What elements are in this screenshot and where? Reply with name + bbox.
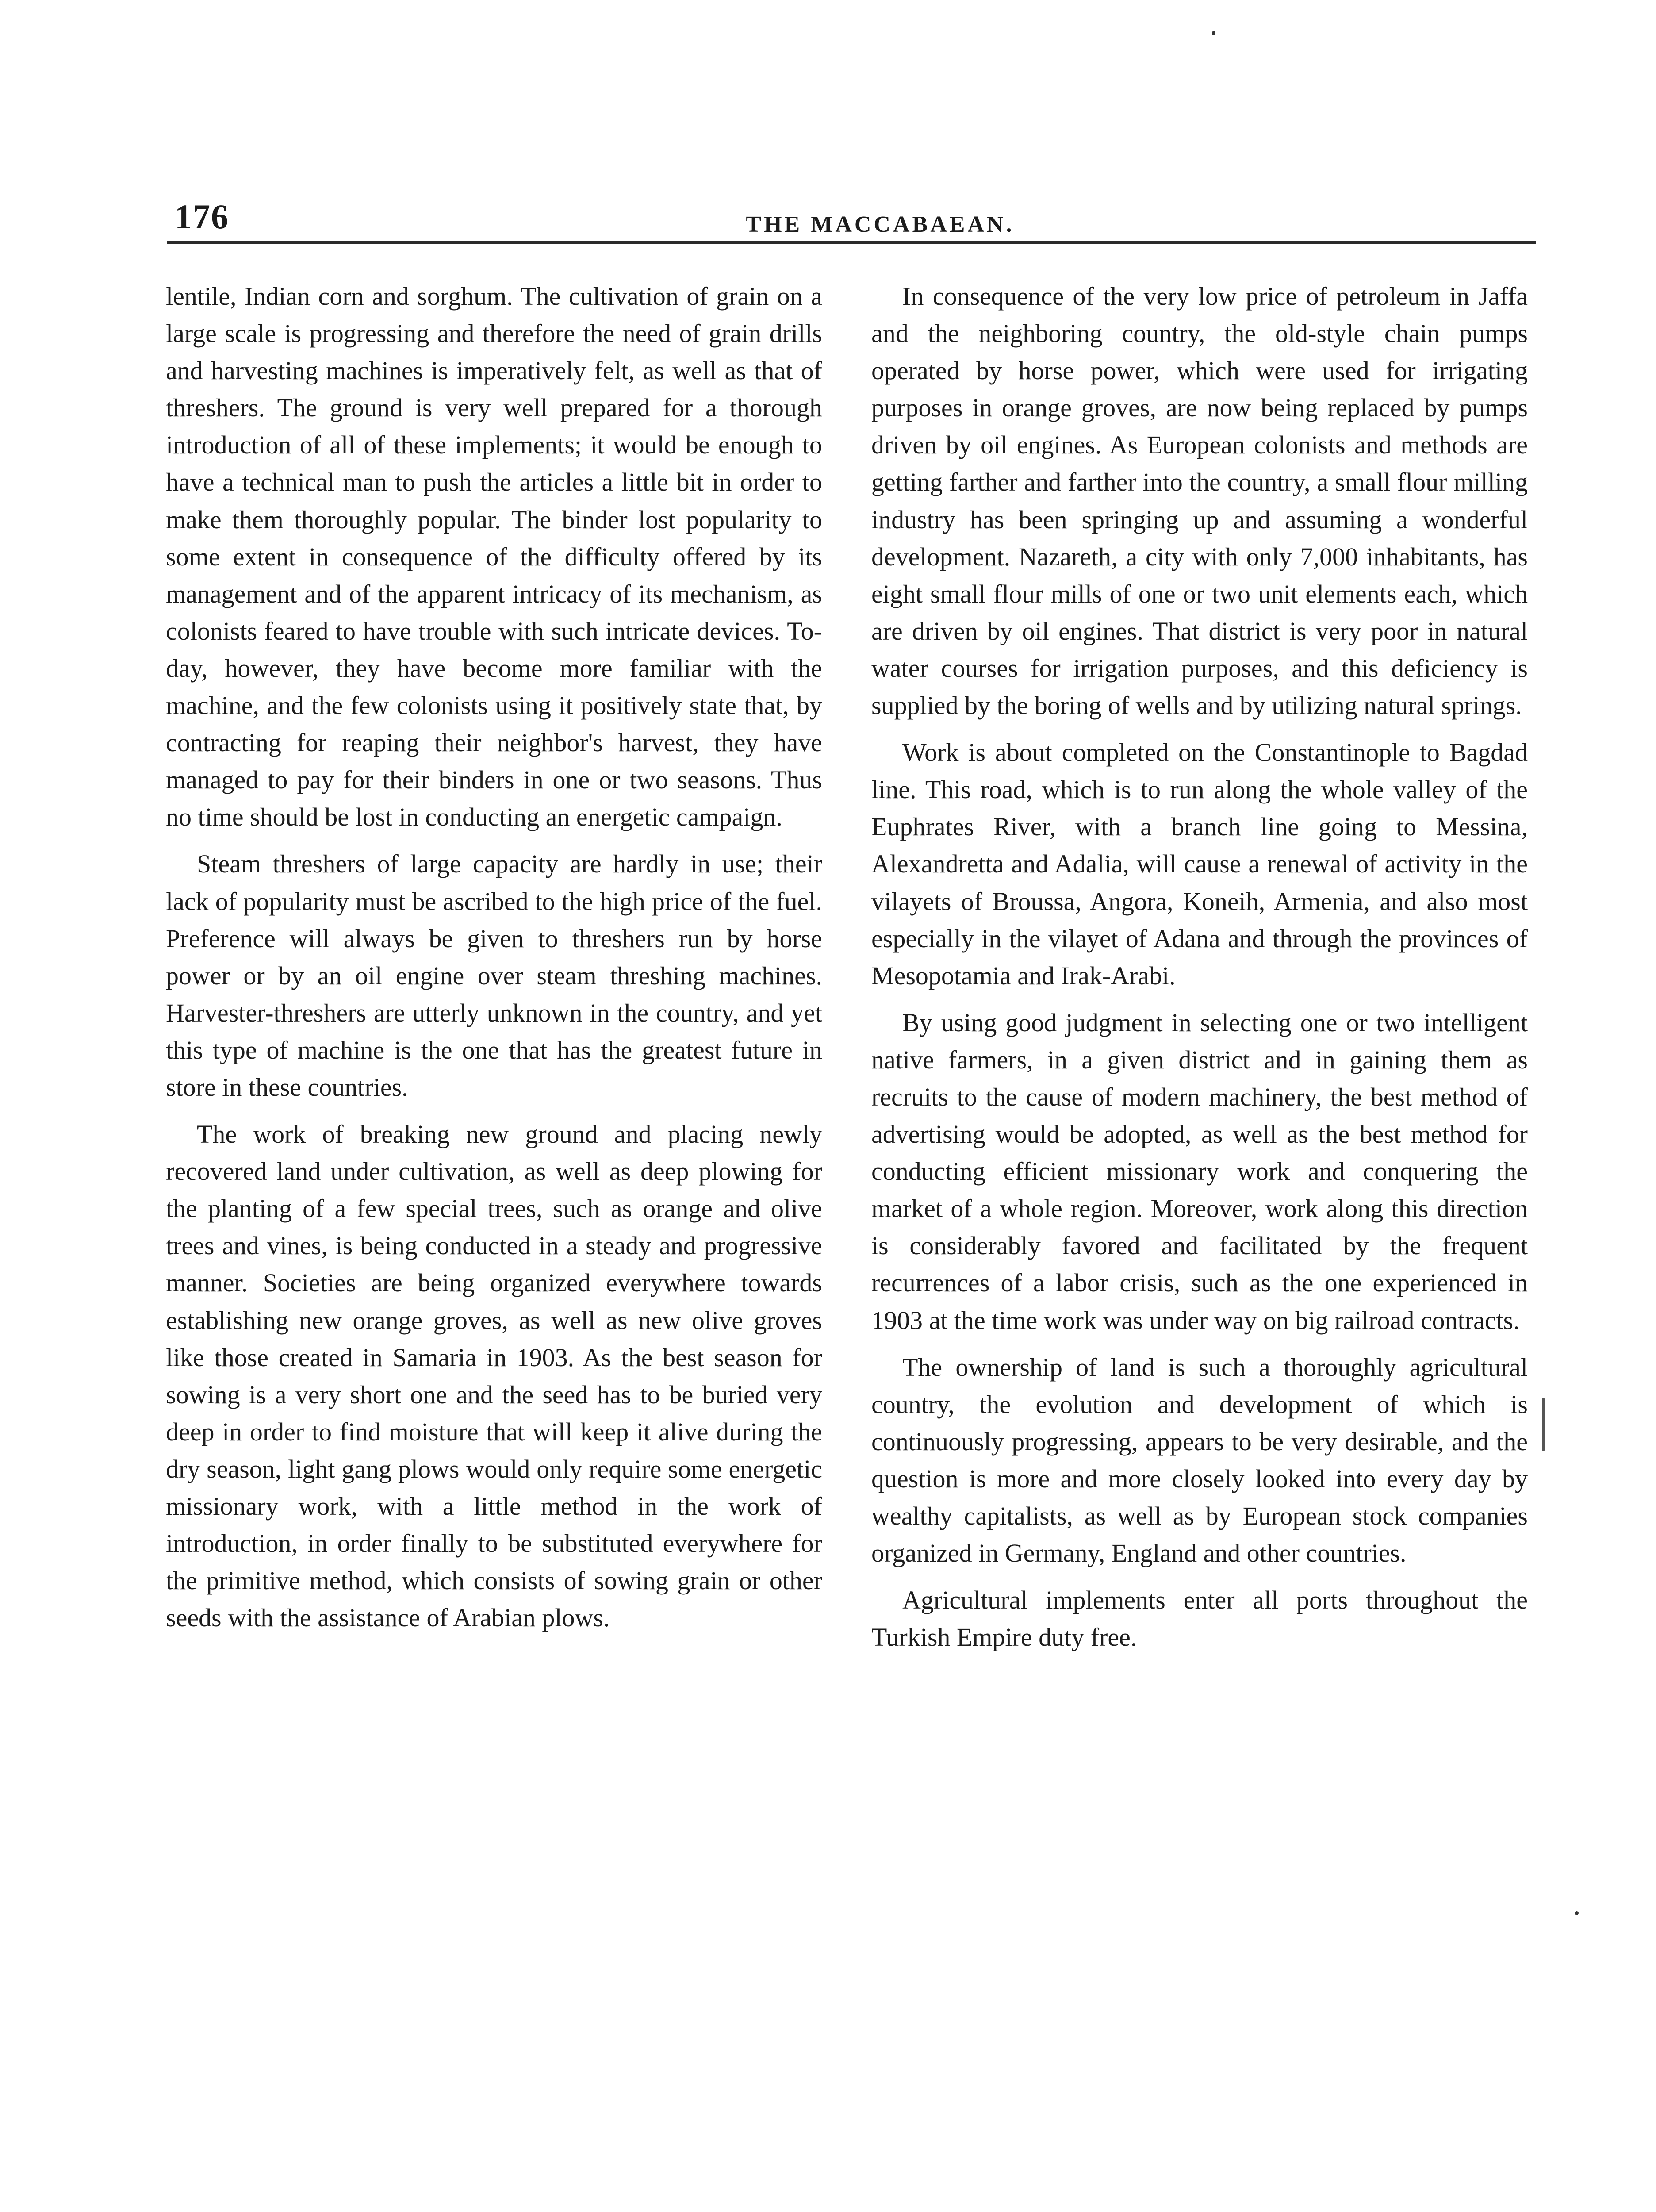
- scan-speck: [1212, 31, 1215, 35]
- right-paragraph-1: In consequence of the very low price of petroleum in Jaffa and the neighboring country, the old-style chain pumps operated by horse power, which were used for irrigating purposes in orange groves, are now being replaced by pumps driven by oil engines. As European colonists and methods are getting farther and farther into the country, a small flour milling industry has been springing up and assuming a wonderful development. Nazareth, a city with only 7,000 inhabitants, has eight small flour mills of one or two unit elements each, which are driven by oil engines. That district is very poor in natural water courses for irrigation purposes, and this deficiency is supplied by the boring of wells and by utilizing natural springs.: [871, 282, 1528, 720]
- scan-speck: [1575, 1911, 1579, 1915]
- left-paragraph-1: lentile, Indian corn and sorghum. The cultivation of grain on a large scale is progressing and therefore the need of grain drills and harvesting machines is imperatively felt, as well as that of threshers. The ground is very well prepared for a thorough introduction of all of these implements; it would be enough to have a technical man to push the articles a little bit in order to make them thoroughly popular. The binder lost popularity to some extent in consequence of the difficulty offered by its management and of the apparent intricacy of its mechanism, as colonists feared to have trouble with such intricate devices. To-day, however, they have become more familiar with the machine, and the few colonists using it positively state that, by contracting for reaping their neighbor's harvest, they have managed to pay for their binders in one or two seasons. Thus no time should be lost in conducting an energetic campaign.: [166, 282, 822, 832]
- right-paragraph-5: Agricultural implements enter all ports throughout the Turkish Empire duty free.: [871, 1586, 1528, 1652]
- right-column: [871, 278, 1528, 1666]
- page-number: 176: [175, 197, 229, 236]
- left-paragraph-3: The work of breaking new ground and placing newly recovered land under cultivation, as well as deep plowing for the planting of a few special trees, such as orange and olive trees and vines, is being conducted in a steady and progressive manner. Societies are being organized everywhere towards establishing new orange groves, as well as new olive groves like those created in Samaria in 1903. As the best season for sowing is a very short one and the seed has to be buried very deep in order to find moisture that will keep it alive during the dry season, light gang plows would only require some energetic missionary work, with a little method in the work of introduction, in order finally to be substituted everywhere for the primitive method, which consists of sowing grain or other seeds with the assistance of Arabian plows.: [166, 1120, 822, 1632]
- right-paragraph-2: Work is about completed on the Constantinople to Bagdad line. This road, which is to run along the whole valley of the Euphrates River, with a branch line going to Messina, Alexandretta and Adalia, will cause a renewal of activity in the vilayets of Broussa, Angora, Koneih, Armenia, and also most especially in the vilayet of Adana and through the provinces of Mesopotamia and Irak-Arabi.: [871, 738, 1528, 990]
- right-paragraph-4: The ownership of land is such a thoroughly agricultural country, the evolution and development of which is continuously progressing, appears to be very desirable, and the question is more and more closely looked into every day by wealthy capitalists, as well as by European stock companies organized in Germany, England and other countries.: [871, 1352, 1528, 1568]
- left-column: [166, 278, 822, 1646]
- right-paragraph-3: By using good judgment in selecting one or two intelligent native farmers, in a given district and in gaining them as recruits to the cause of modern machinery, the best method of advertising would be adopted, as well as the best method for conducting efficient missionary work and conquering the market of a whole region. Moreover, work along this direction is considerably favored and facilitated by the frequent recurrences of a labor crisis, such as the one experienced in 1903 at the time work was under way on big railroad contracts.: [871, 1008, 1528, 1335]
- left-paragraph-2: Steam threshers of large capacity are hardly in use; their lack of popularity must be ascribed to the high price of the fuel. Preference will always be given to threshers run by horse power or by an oil engine over steam threshing machines. Harvester-threshers are utterly unknown in the country, and yet this type of machine is the one that has the greatest future in store in these countries.: [166, 849, 822, 1102]
- header-rule: [167, 241, 1536, 244]
- scan-speck: [1542, 1398, 1545, 1451]
- running-head: THE MACCABAEAN.: [746, 212, 1015, 237]
